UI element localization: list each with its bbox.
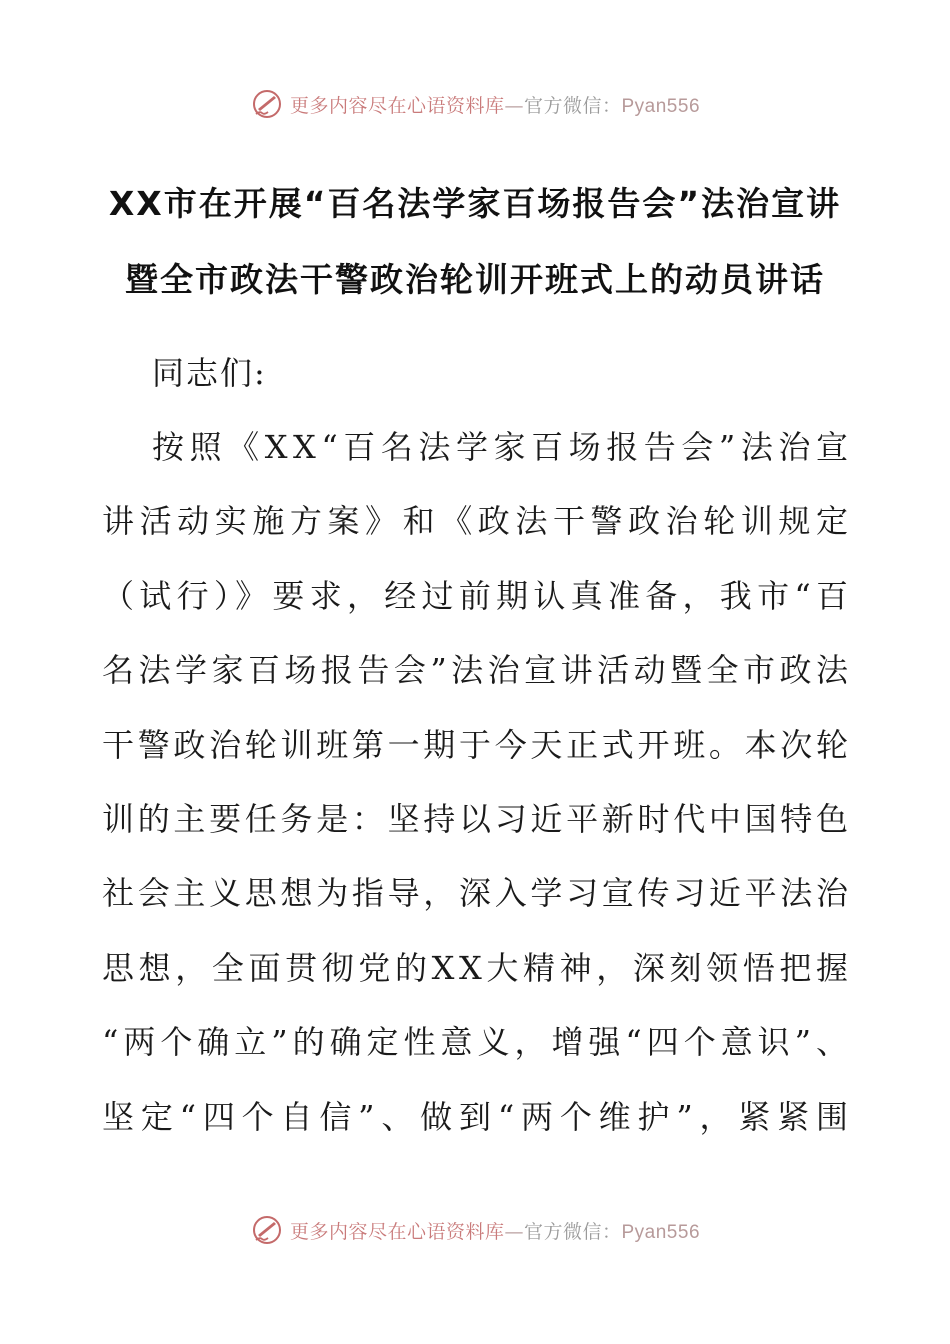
salutation: 同志们: bbox=[152, 354, 267, 392]
watermark-text bbox=[290, 91, 700, 118]
watermark-footer bbox=[0, 1212, 950, 1248]
body-line: 思想，全面贯彻党的XX大精神，深刻领悟把握 bbox=[102, 948, 853, 987]
watermark-id: Pyan556 bbox=[621, 95, 701, 117]
body-line: 名法学家百场报告会”法治宣讲活动暨全市政法 bbox=[102, 651, 853, 690]
watermark-brand: 更多内容尽在心语资料库 bbox=[289, 1220, 505, 1243]
watermark-brand: 更多内容尽在心语资料库 bbox=[289, 94, 505, 117]
body-line: 按照《XX“百名法学家百场报告会”法治宣 bbox=[152, 428, 854, 466]
pen-logo-icon bbox=[250, 1213, 284, 1247]
body-line: 训的主要任务是：坚持以习近平新时代中国特色 bbox=[102, 800, 852, 838]
watermark-text bbox=[290, 1217, 700, 1244]
body-line: 讲活动实施方案》和《政法干警政治轮训规定 bbox=[102, 502, 854, 541]
body-line: （试行）》要求，经过前期认真准备，我市“百 bbox=[102, 576, 854, 615]
watermark-dash: — bbox=[504, 1220, 524, 1243]
watermark-dash: — bbox=[504, 94, 524, 117]
body-line: 社会主义思想为指导，深入学习宣传习近平法治 bbox=[102, 874, 852, 913]
body-line: 坚定“四个自信”、做到“两个维护”，紧紧围 bbox=[102, 1097, 855, 1136]
watermark-label: 官方微信： bbox=[523, 1220, 622, 1243]
watermark-label: 官方微信： bbox=[523, 94, 622, 117]
body-line: 干警政治轮训班第一期于今天正式开班。本次轮 bbox=[102, 725, 852, 764]
document-title-line-1: XX市在开展“百名法学家百场报告会”法治宣讲 bbox=[108, 184, 842, 223]
watermark-id: Pyan556 bbox=[621, 1221, 701, 1243]
watermark-header bbox=[0, 86, 950, 122]
body-line: “两个确立”的确定性意义，增强“四个意识”、 bbox=[102, 1023, 853, 1062]
pen-logo-icon bbox=[250, 87, 284, 121]
document-title-line-2: 暨全市政法干警政治轮训开班式上的动员讲话 bbox=[125, 260, 825, 299]
